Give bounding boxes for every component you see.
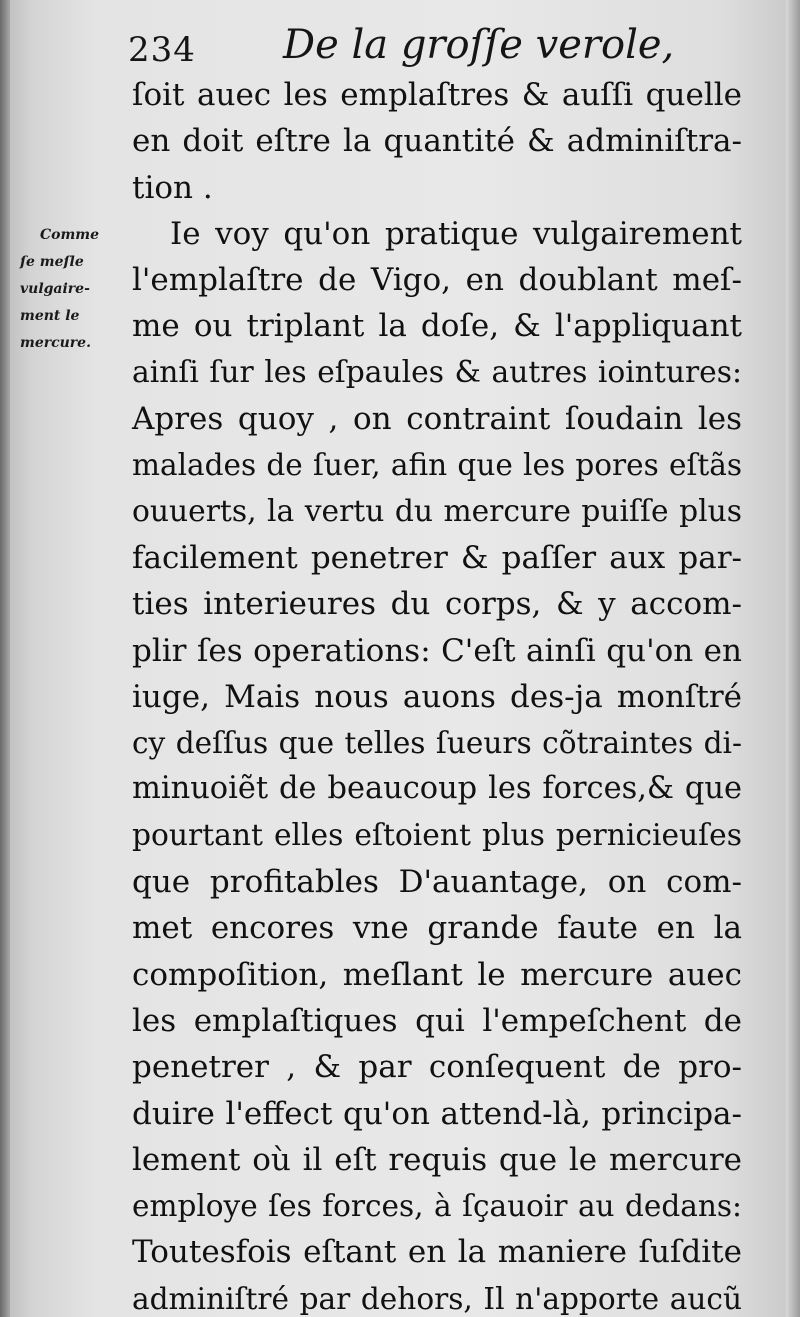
- text-line: iuge, Mais nous auons des-ja monſtré: [132, 678, 742, 715]
- body-text: [132, 72, 742, 1317]
- text-line: adminiſtré par dehors, Il n'apporte aucũ: [132, 1281, 742, 1316]
- text-line: lement où il eſt requis que le mercure: [132, 1141, 742, 1178]
- margin-note-line: mercure.: [20, 335, 91, 351]
- running-title: De la groſſe verole,: [283, 22, 675, 68]
- page-number: 234: [128, 30, 196, 70]
- text-line: ties interieures du corps, & y accom-: [132, 586, 742, 623]
- text-line: met encores vne grande faute en la: [132, 910, 742, 947]
- margin-note-line: vulgaire-: [20, 281, 90, 297]
- page-edge-right: [786, 0, 800, 1317]
- text-line: facilement penetrer & paſſer aux par-: [132, 539, 742, 576]
- text-line: cy deſſus que telles ſueurs cõtraintes di-: [132, 726, 742, 761]
- text-line: Toutesfois eſtant en la maniere ſuſdite: [132, 1234, 742, 1271]
- text-line: employe ſes forces, à ſçauoir au dedans:: [132, 1189, 742, 1224]
- text-line: duire l'effect qu'on attend-là, principa-: [132, 1095, 742, 1132]
- text-line: ouuerts, la vertu du mercure puiſſe plus: [132, 493, 742, 529]
- text-line: penetrer , & par conſequent de pro-: [132, 1049, 742, 1086]
- text-line: que profitables D'auantage, on com-: [132, 864, 742, 901]
- text-line: tion .: [132, 169, 213, 206]
- running-head: [128, 16, 748, 72]
- text-line: minuoiẽt de beaucoup les forces,& que: [132, 771, 742, 807]
- text-line: les emplaſtiques qui l'empeſchent de: [132, 1002, 742, 1039]
- text-line: plir ſes operations: C'eſt ainſi qu'on en: [132, 632, 742, 669]
- text-line: malades de ſuer, afin que les pores eſtãs: [132, 448, 742, 483]
- margin-note: [20, 222, 126, 357]
- text-line: ainſi ſur les eſpaules & autres iointures:: [132, 354, 742, 390]
- text-line: me ou triplant la doſe, & l'appliquant: [132, 308, 742, 345]
- text-line: en doit eſtre la quantité & adminiſtra-: [132, 123, 742, 160]
- text-line: Ie voy qu'on pratique vulgairement: [170, 215, 742, 252]
- text-line: pourtant elles eſtoient plus pernicieuſes: [132, 817, 742, 853]
- margin-note-line: Comme: [40, 227, 100, 243]
- text-line: ſoit auec les emplaſtres & auſſi quelle: [132, 77, 742, 113]
- margin-note-line: ſe meſle: [20, 254, 84, 270]
- text-line: l'emplaſtre de Vigo, en doublant meſ-: [132, 262, 742, 299]
- text-line: compoſition, meſlant le mercure auec: [132, 956, 742, 993]
- text-line: Apres quoy , on contraint ſoudain les: [132, 401, 742, 438]
- page-edge-left: [0, 0, 10, 1317]
- margin-note-line: ment le: [20, 308, 80, 324]
